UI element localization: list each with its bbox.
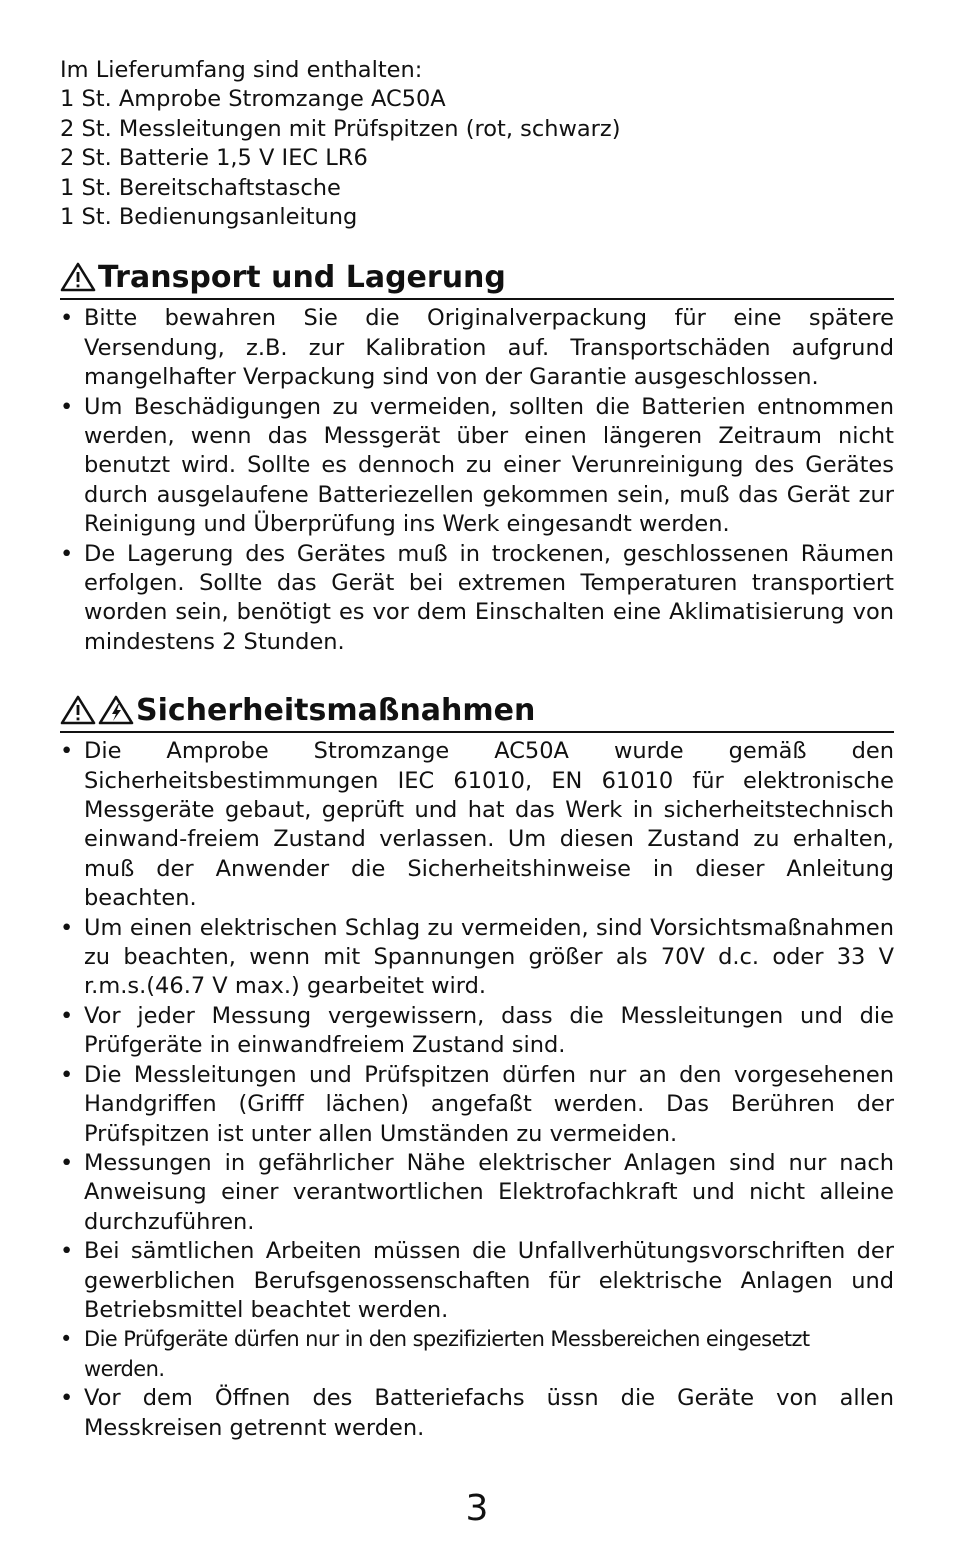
list-item: • Vor jeder Messung vergewissern, dass die Messleitungen und die Prüfgeräte in einwandfreiem Zustand sind. (60, 1002, 894, 1061)
delivery-item: 1 St. Bedienungsanleitung (60, 203, 358, 230)
list-item: • Die Messleitungen und Prüfspitzen dürfen nur an den vorgesehenen Handgriffen (Grifff lächen) angefaßt werden. Das Berühren der Prüfspitzen ist unter allen Umständen zu vermeiden. (60, 1061, 894, 1149)
section-title: Transport und Lagerung (98, 259, 506, 295)
warning-triangle-icon (60, 262, 96, 292)
list-item: • Bei sämtlichen Arbeiten müssen die Unfallverhütungsvorschriften der gewerblichen Berufsgenossenschaften für elektrische Anlagen und Betriebsmittel beachtet werden. (60, 1237, 894, 1325)
delivery-item: 2 St. Messleitungen mit Prüfspitzen (rot, schwarz) (60, 115, 621, 142)
delivery-item: 1 St. Bereitschaftstasche (60, 174, 341, 201)
section-title: Sicherheitsmaßnahmen (136, 692, 536, 728)
section-heading-transport (60, 256, 894, 300)
list-item: • Bitte bewahren Sie die Originalverpackung für eine spätere Versendung, z.B. zur Kalibration auf. Transportschäden aufgrund mangelhafter Verpackung sind von der Garantie ausgeschlossen. (60, 304, 894, 392)
list-item: • Die Amprobe Stromzange AC50A wurde gemäß den Sicherheitsbestimmungen IEC 61010, EN 61010 für elektronische Messgeräte gebaut, geprüft und hat das Werk in sicherheitstechnisch einwand-freiem Zustand verlassen. Um diesen Zustand zu erhalten, muß der Anwender die Sicherheitshinweise in dieser Anleitung beachten. (60, 737, 894, 913)
list-item: • Vor dem Öffnen des Batteriefachs üssn die Geräte von allen Messkreisen getrennt werden. (60, 1384, 894, 1443)
warning-triangle-icon (60, 695, 96, 725)
transport-list (60, 304, 894, 657)
list-item: • Messungen in gefährlicher Nähe elektrischer Anlagen sind nur nach Anweisung einer verantwortlichen Elektrofachkraft und nicht alleine durchzuführen. (60, 1149, 894, 1237)
section-heading-safety (60, 689, 894, 733)
delivery-intro-line: Im Lieferumfang sind enthalten: (60, 57, 423, 83)
list-item: • Um einen elektrischen Schlag zu vermeiden, sind Vorsichtsmaßnahmen zu beachten, wenn mit Spannungen größer als 70V d.c. oder 33 V r.m.s.(46.7 V max.) gearbeitet wird. (60, 914, 894, 1002)
delivery-contents (60, 56, 894, 232)
document-page (60, 56, 894, 1443)
page-number: 3 (465, 1488, 489, 1529)
delivery-item: 1 St. Amprobe Stromzange AC50A (60, 86, 446, 113)
high-voltage-triangle-icon (98, 695, 134, 725)
safety-list (60, 737, 894, 1443)
delivery-item: 2 St. Batterie 1,5 V IEC LR6 (60, 145, 368, 172)
list-item: • De Lagerung des Gerätes muß in trockenen, geschlossenen Räumen erfolgen. Sollte das Gerät bei extremen Temperaturen transportiert worden sein, benötigt es vor dem Einschalten eine Aklimatisierung von mindestens 2 Stunden. (60, 540, 894, 658)
list-item: • Die Prüfgeräte dürfen nur in den spezifizierten Messbereichen eingesetzt werden. (60, 1325, 894, 1384)
list-item: • Um Beschädigungen zu vermeiden, sollten die Batterien entnommen werden, wenn das Messgerät über einen längeren Zeitraum nicht benutzt wird. Sollte es dennoch zu einer Verunreinigung des Gerätes durch ausgelaufene Batteriezellen gekommen sein, muß das Gerät zur Reinigung und Überprüfung ins Werk eingesandt werden. (60, 393, 894, 540)
